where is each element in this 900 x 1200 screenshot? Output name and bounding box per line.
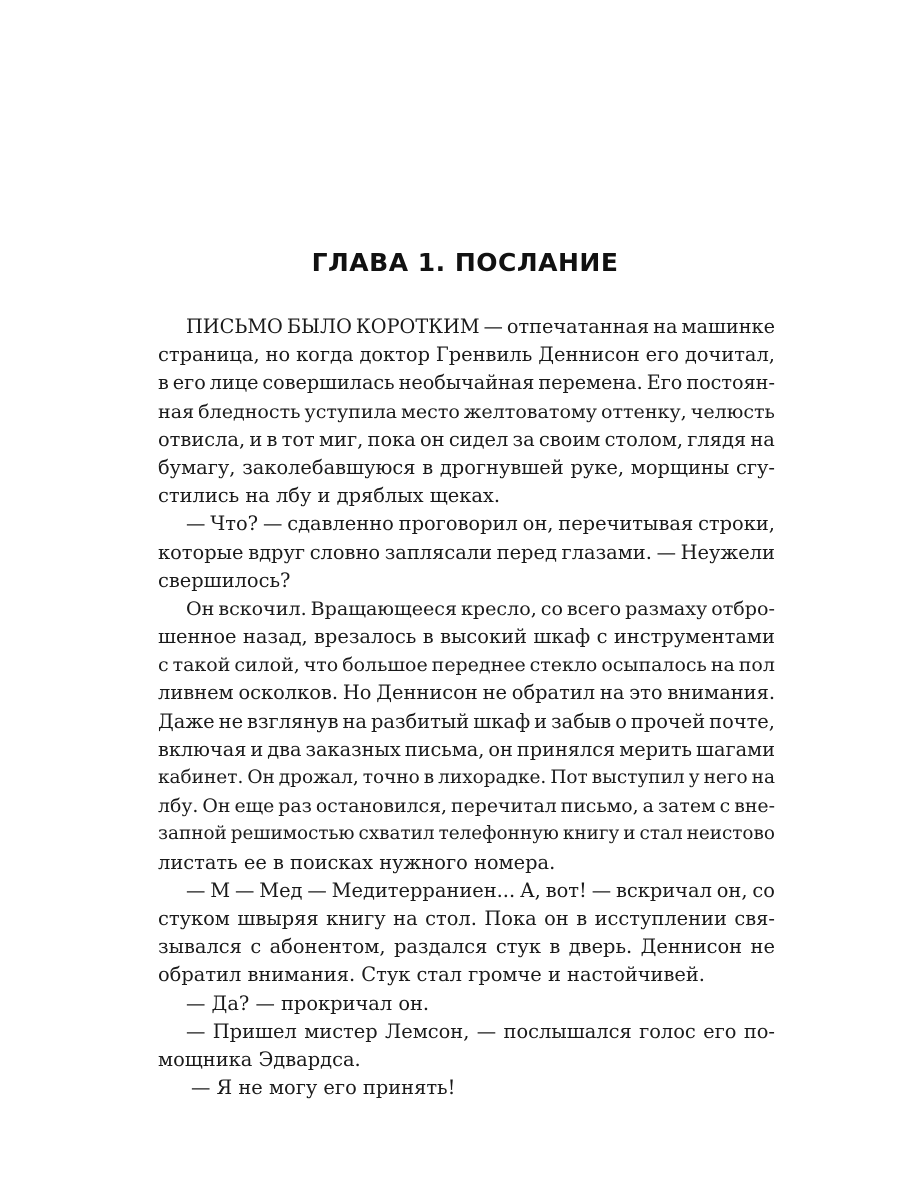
text-line: обратил внимания. Стук стал громче и настойчивей. xyxy=(158,963,705,987)
chapter-title: ГЛАВА 1. ПОСЛАНИЕ xyxy=(311,248,619,277)
text-line: листать ее в поисках нужного номера. xyxy=(158,850,556,874)
text-line: страница, но когда доктор Гренвиль Деннисон его дочитал, xyxy=(158,343,775,367)
text-line: бумагу, заколебавшуюся в дрогнувшей руке, морщины сгу- xyxy=(158,455,775,479)
text-line: ная бледность уступила место желтоватому оттенку, челюсть xyxy=(158,400,775,423)
text-line: — Что? — сдавленно проговорил он, перечитывая строки, xyxy=(186,512,775,536)
text-line: — Я не могу его принять! xyxy=(191,1076,456,1100)
text-line: шенное назад, врезалось в высокий шкаф с инструментами xyxy=(158,625,775,649)
text-line: ливнем осколков. Но Деннисон не обратил на это внимания. xyxy=(158,681,775,705)
text-line: Даже не взглянув на разбитый шкаф и забыв о прочей почте, xyxy=(158,709,775,733)
text-line: кабинет. Он дрожал, точно в лихорадке. Пот выступил у него на xyxy=(158,767,775,788)
text-line: запной решимостью схватил телефонную книгу и стал неистово xyxy=(158,823,775,845)
text-line: включая и два заказных письма, он принялся мерить шагами xyxy=(158,737,775,761)
text-line: стились на лбу и дряблых щеках. xyxy=(158,484,501,508)
text-line: стуком швыряя книгу на стол. Пока он в исступлении свя- xyxy=(158,906,775,930)
text-line: в его лице совершилась необычайная перемена. Его постоян- xyxy=(158,371,775,395)
text-line: — Пришел мистер Лемсон, — послышался голос его по- xyxy=(186,1019,775,1043)
text-line: ПИСЬМО БЫЛО КОРОТКИМ — отпечатанная на машинке xyxy=(186,315,775,338)
text-line: свершилось? xyxy=(158,568,291,592)
text-line: которые вдруг словно заплясали перед глазами. — Неужели xyxy=(158,540,775,564)
text-line: отвисла, и в тот миг, пока он сидел за своим столом, глядя на xyxy=(158,427,775,451)
text-line: — Да? — прокричал он. xyxy=(186,991,430,1015)
chapter-text xyxy=(158,313,775,1102)
text-line: зывался с абонентом, раздался стук в дверь. Деннисон не xyxy=(158,935,775,959)
text-line: — М — Мед — Медитерраниен... А, вот! — вскричал он, со xyxy=(186,878,775,902)
text-line: мощника Эдвардса. xyxy=(158,1047,361,1071)
text-line: лбу. Он еще раз остановился, перечитал письмо, а затем с вне- xyxy=(158,795,775,818)
text-line: Он вскочил. Вращающееся кресло, со всего размаху отбро- xyxy=(186,597,775,620)
text-line: с такой силой, что большое переднее стекло осыпалось на пол xyxy=(158,654,775,677)
